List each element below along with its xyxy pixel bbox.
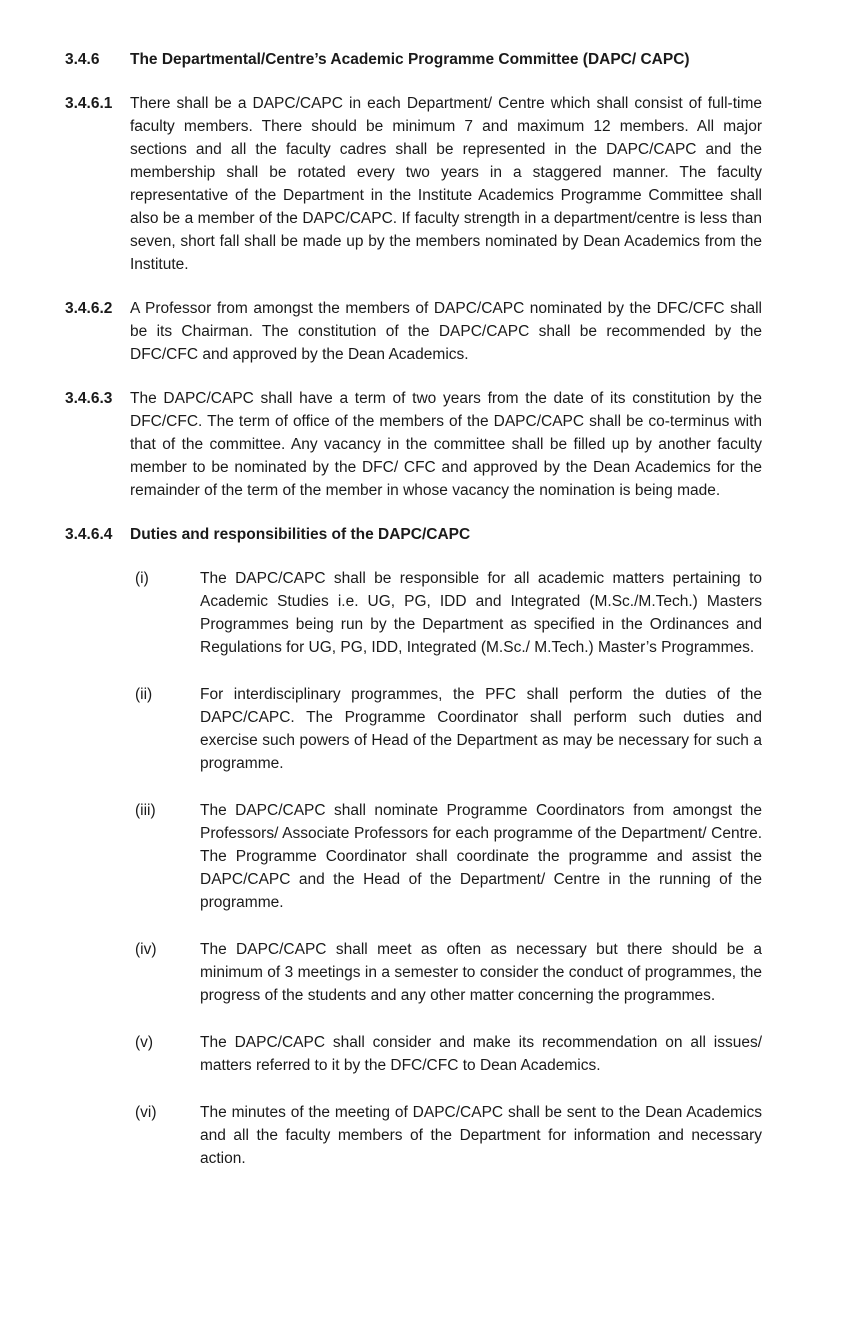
duty-item-ii [135,683,762,775]
section-number: 3.4.6 [65,51,100,68]
duty-item-vi [135,1101,762,1170]
duty-marker: (iv) [135,941,157,958]
duty-marker: (iii) [135,802,156,819]
paragraph-number: 3.4.6.2 [65,300,113,317]
duty-item-iii [135,799,762,914]
duty-item-i [135,567,762,659]
paragraph-3463 [65,387,762,502]
subsection-heading [65,523,762,546]
duty-marker: (ii) [135,686,153,703]
subsection-title: Duties and responsibilities of the DAPC/CAPC [130,526,471,543]
paragraph-3462 [65,297,762,366]
duty-text: The DAPC/CAPC shall nominate Programme Coordinators from amongst the Professors/ Associate Professors for each programme of the Department/ Centre. The Programme Coordinator shall coordinate the programme and assist the DAPC/CAPC and the Head of the Department/ Centre in the running of the programme. [200,802,762,911]
duty-text: The DAPC/CAPC shall be responsible for all academic matters pertaining to Academic Studies i.e. UG, PG, IDD and Integrated (M.Sc./M.Tech.) Masters Programmes being run by the Department as specified in the Ordinances and Regulations for UG, PG, IDD, Integrated (M.Sc./ M.Tech.) Master’s Programmes. [200,570,762,656]
duty-text: For interdisciplinary programmes, the PFC shall perform the duties of the DAPC/CAPC. The Programme Coordinator shall perform such duties and exercise such powers of Head of the Department as may be necessary for such a programme. [200,686,762,772]
paragraph-text: A Professor from amongst the members of DAPC/CAPC nominated by the DFC/CFC shall be its Chairman. The constitution of the DAPC/CAPC shall be recommended by the DFC/CFC and approved by the Dean Academics. [130,300,762,363]
paragraph-3461 [65,92,762,276]
section-title: The Departmental/Centre’s Academic Programme Committee (DAPC/ CAPC) [130,51,690,68]
duty-marker: (i) [135,570,149,587]
subsection-number: 3.4.6.4 [65,526,113,543]
duty-marker: (vi) [135,1104,157,1121]
paragraph-text: There shall be a DAPC/CAPC in each Department/ Centre which shall consist of full-time faculty members. There should be minimum 7 and maximum 12 members. All major sections and all the faculty cadres shall be represented in the DAPC/CAPC and the membership shall be rotated every two years in a staggered manner. The faculty representative of the Department in the Institute Academics Programme Committee shall also be a member of the DAPC/CAPC. If faculty strength in a department/centre is less than seven, short fall shall be made up by the members nominated by Dean Academics from the Institute. [130,95,762,273]
paragraph-number: 3.4.6.3 [65,390,113,407]
duty-text: The minutes of the meeting of DAPC/CAPC shall be sent to the Dean Academics and all the faculty members of the Department for information and necessary action. [200,1104,762,1167]
paragraph-number: 3.4.6.1 [65,95,113,112]
duty-item-v [135,1031,762,1077]
duty-text: The DAPC/CAPC shall consider and make its recommendation on all issues/ matters referred to it by the DFC/CFC to Dean Academics. [200,1034,762,1074]
duty-marker: (v) [135,1034,154,1051]
section-heading [65,48,762,71]
duty-item-iv [135,938,762,1007]
paragraph-text: The DAPC/CAPC shall have a term of two years from the date of its constitution by the DFC/CFC. The term of office of the members of the DAPC/CAPC shall be co-terminus with that of the committee. Any vacancy in the committee shall be filled up by another faculty member to be nominated by the DFC/ CFC and approved by the Dean Academics for the remainder of the term of the member in whose vacancy the nomination is being made. [130,390,762,499]
duty-text: The DAPC/CAPC shall meet as often as necessary but there should be a minimum of 3 meetings in a semester to consider the conduct of programmes, the progress of the students and any other matter concerning the programmes. [200,941,762,1004]
